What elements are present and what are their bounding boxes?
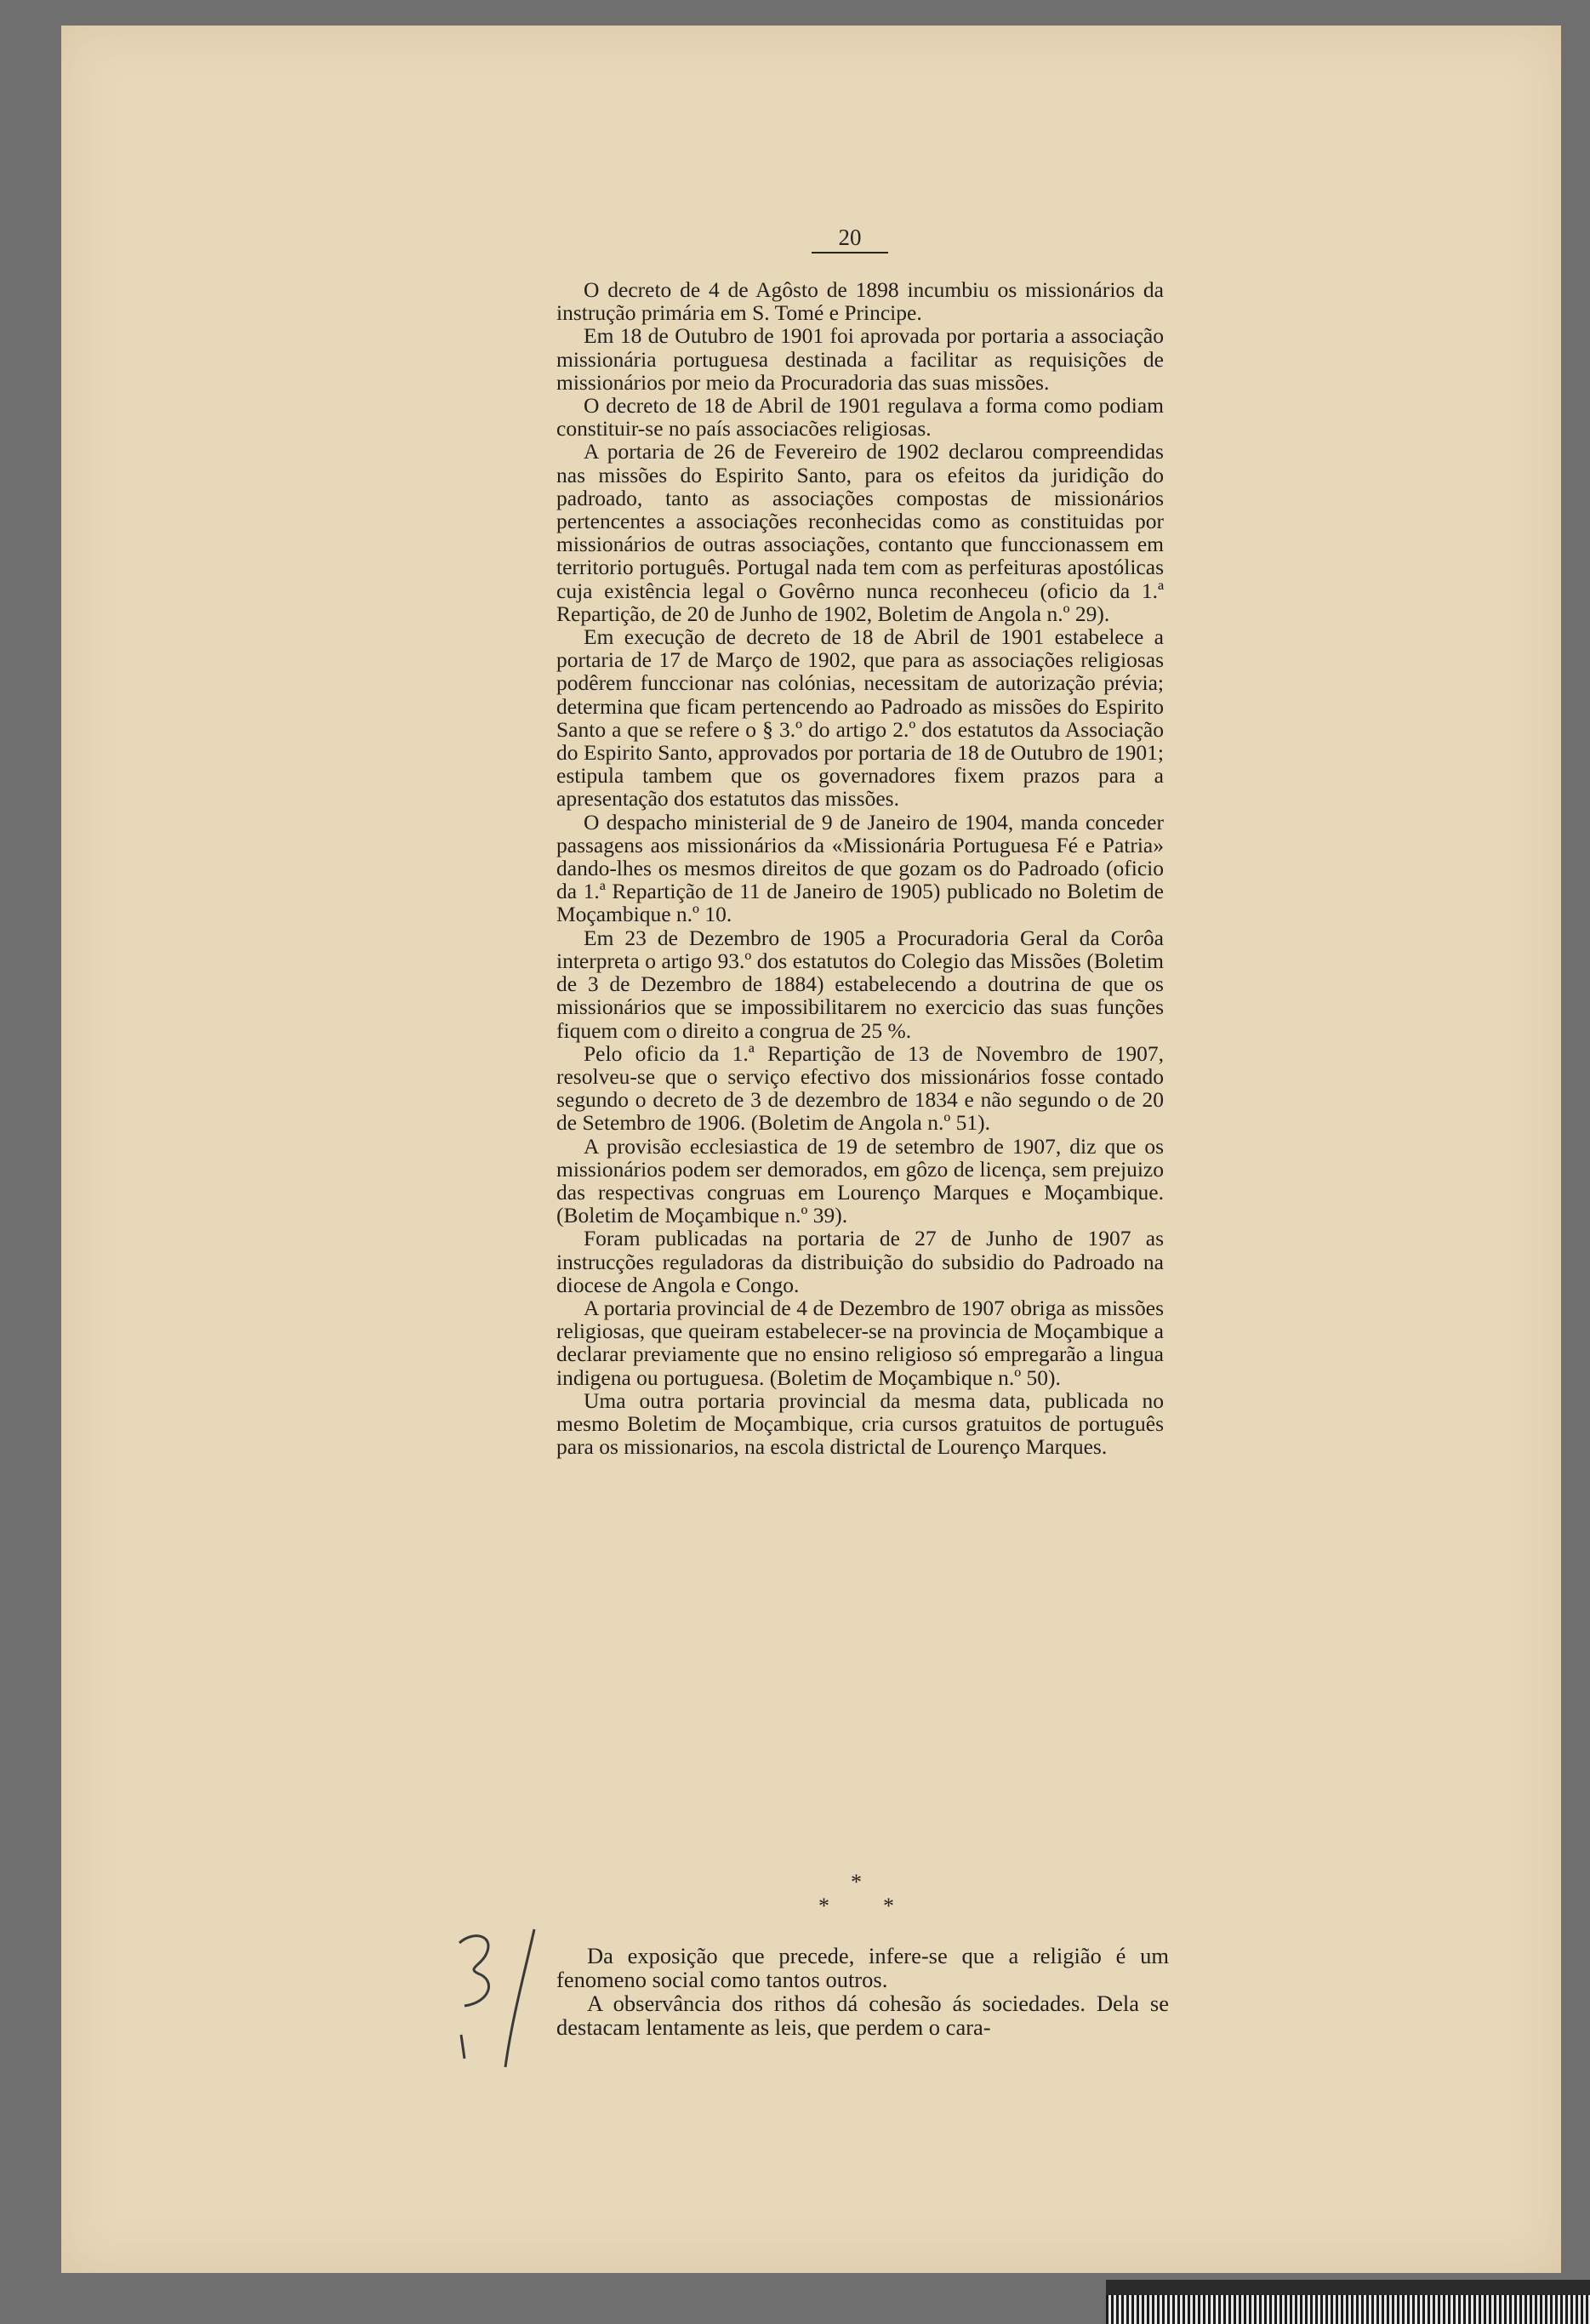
paragraph: A portaria de 26 de Fevereiro de 1902 declarou compreendidas nas missões do Espirito Santo, para os efeitos da juridição do padroado, tanto as associações compostas de missionários pertencentes a associações reconhecidas como as constituidas por missionários de outras associações, contanto que funccionassem em territorio português. Portugal nada tem com as perfeituras apostólicas cuja existência legal o Govêrno nunca reconheceu (oficio da 1.ª Repartição, de 20 de Junho de 1902, Boletim de Angola n.º 29).: [556, 439, 1164, 626]
asterisk: *: [818, 1894, 829, 1918]
paragraph: Foram publicadas na portaria de 27 de Junho de 1907 as instrucções reguladoras da distribuição do subsidio do Padroado na diocese de Angola e Congo.: [556, 1226, 1164, 1297]
paragraph: Da exposição que precede, infere-se que a religião é um fenomeno social como tantos outros.: [556, 1943, 1169, 1992]
paragraph: Em 18 de Outubro de 1901 foi aprovada por portaria a associação missionária portuguesa destinada a facilitar as requisições de missionários por meio da Procuradoria das suas missões.: [556, 323, 1164, 395]
paragraph: Em 23 de Dezembro de 1905 a Procuradoria Geral da Corôa interpreta o artigo 93.º dos estatutos do Colegio das Missões (Boletim de 3 de Dezembro de 1884) estabelecendo a doutrina de que os missionários que se impossibilitarem no exercicio das suas funções fiquem com o direito a congrua de 25 %.: [556, 925, 1164, 1043]
handwritten-margin-mark: [453, 1924, 546, 2069]
paragraph: O decreto de 18 de Abril de 1901 regulava a forma como podiam constituir-se no país associacões religiosas.: [556, 393, 1164, 441]
document-page: [61, 26, 1561, 2273]
scan-ruler: [1106, 2280, 1590, 2324]
paragraph: A portaria provincial de 4 de Dezembro de 1907 obriga as missões religiosas, que queiram estabelecer-se na provincia de Moçambique a declarar previamente que no ensino religioso só empregarão a lingua indigena ou portuguesa. (Boletim de Moçambique n.º 50).: [556, 1295, 1164, 1390]
closing-text: [556, 1944, 1169, 2039]
paragraph: Em execução de decreto de 18 de Abril de 1901 estabelece a portaria de 17 de Março de 1902, que para as associações religiosas podêrem funccionar nas colónias, necessitam de autorização prévia; determina que ficam pertencendo ao Padroado as missões do Espirito Santo a que se refere o § 3.º do artigo 2.º dos estatutos da Associação do Espirito Santo, approvados por portaria de 18 de Outubro de 1901; estipula tambem que os governadores fixem prazos para a apresentação dos estatutos das missões.: [556, 624, 1164, 812]
paragraph: A provisão ecclesiastica de 19 de setembro de 1907, diz que os missionários podem ser demorados, em gôzo de licença, sem prejuizo das respectivas congruas em Lourenço Marques e Moçambique. (Boletim de Moçambique n.º 39).: [556, 1133, 1164, 1228]
asterisk: *: [851, 1870, 862, 1894]
paragraph: Pelo oficio da 1.ª Repartição de 13 de Novembro de 1907, resolveu-se que o serviço efectivo dos missionários fosse contado segundo o decreto de 3 de dezembro de 1834 e não segundo o de 20 de Setembro de 1906. (Boletim de Angola n.º 51).: [556, 1040, 1164, 1136]
paragraph: O decreto de 4 de Agôsto de 1898 incumbiu os missionários da instrução primária em S. Tomé e Principe.: [556, 277, 1164, 326]
body-text: [556, 278, 1164, 1458]
page-number: 20: [812, 223, 888, 253]
section-separator: [812, 1870, 905, 1921]
asterisk: *: [883, 1894, 894, 1918]
paragraph: O despacho ministerial de 9 de Janeiro de 1904, manda conceder passagens aos missionários da «Missionária Portuguesa Fé e Patria» dando-lhes os mesmos direitos de que gozam os do Padroado (oficio da 1.ª Repartição de 11 de Janeiro de 1905) publicado no Boletim de Moçambique n.º 10.: [556, 809, 1164, 927]
paragraph: Uma outra portaria provincial da mesma data, publicada no mesmo Boletim de Moçambique, cria cursos gratuitos de português para os missionarios, na escola districtal de Lourenço Marques.: [556, 1387, 1164, 1460]
paragraph: A observância dos rithos dá cohesão ás sociedades. Dela se destacam lentamente as leis, que perdem o cara-: [556, 1991, 1169, 2040]
